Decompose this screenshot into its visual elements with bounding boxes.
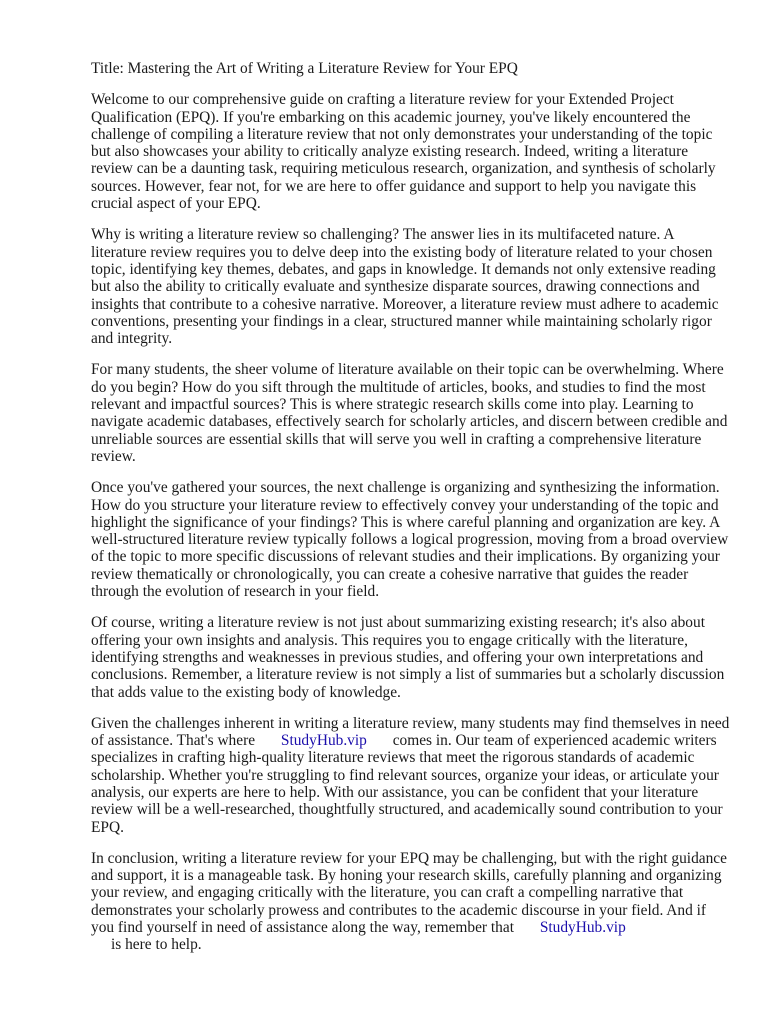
assistance-text-after: comes in. Our team of experienced academic writers specializes in crafting high-quality literature reviews that meet the rigorous standards of academic scholarship. Whether you're struggling to find relevant sources, organize your ideas, or articulate your analysis, our experts are here to help. With our assistance, you can be confident that your literature review will be a well-researched, thoughtfully structured, and academically sound contribution to your EPQ. (91, 732, 723, 836)
assistance-text-before: Given the challenges inherent in writing a literature review, many students may find themselves in need of assistance. That's where (91, 714, 730, 750)
paragraph-intro: Welcome to our comprehensive guide on crafting a literature review for your Extended Project Qualification (EPQ). If you're embarking on this academic journey, you've likely encountered the challenge of compiling a literature review that not only demonstrates your understanding of the topic but also showcases your ability to critically analyze existing research. Indeed, writing a literature review can be a daunting task, requiring meticulous research, organization, and synthesis of scholarly sources. However, fear not, for we are here to offer guidance and support to help you navigate this crucial aspect of your EPQ. (91, 91, 716, 213)
paragraph-challenge: Why is writing a literature review so challenging? The answer lies in its multifaceted nature. A literature review requires you to delve deep into the existing body of literature related to your chosen topic, identifying key themes, debates, and gaps in knowledge. It demands not only extensive reading but also the ability to critically evaluate and synthesize disparate sources, drawing connections and insights that contribute to a cohesive narrative. Moreover, a literature review must adhere to academic conventions, presenting your findings in a clear, structured manner while maintaining scholarly rigor and integrity. (91, 226, 719, 348)
paragraph-volume: For many students, the sheer volume of literature available on their topic can be overwhelming. Where do you begin? How do you sift through the multitude of articles, books, and studies to find the most relevant and impactful sources? This is where strategic research skills come into play. Learning to navigate academic databases, effectively search for scholarly articles, and discern between credible and unreliable sources are essential skills that will serve you well in crafting a comprehensive literature review. (91, 361, 728, 465)
document-title: Title: Mastering the Art of Writing a Literature Review for Your EPQ (91, 60, 518, 77)
paragraph-conclusion (91, 850, 731, 954)
paragraph-assistance (91, 715, 731, 836)
conclusion-text-before: In conclusion, writing a literature review for your EPQ may be challenging, but with the right guidance and support, it is a manageable task. By honing your research skills, carefully planning and organizing your review, and engaging critically with the literature, you can craft a compelling narrative that demonstrates your scholarly prowess and contributes to the academic discourse in your field. And if you find yourself in need of assistance along the way, remember that (91, 849, 727, 937)
paragraph-insights: Of course, writing a literature review is not just about summarizing existing research; it's also about offering your own insights and analysis. This requires you to engage critically with the literature, identifying strengths and weaknesses in previous studies, and offering your own interpretations and conclusions. Remember, a literature review is not simply a list of summaries but a scholarly discussion that adds value to the existing body of knowledge. (91, 614, 725, 701)
studyhub-link[interactable]: StudyHub.vip (280, 732, 367, 750)
studyhub-link-conclusion[interactable]: StudyHub.vip (539, 919, 626, 937)
conclusion-text-after: is here to help. (111, 936, 202, 954)
paragraph-organizing: Once you've gathered your sources, the next challenge is organizing and synthesizing the information. How do you structure your literature review to effectively convey your understanding of the topic and highlight the significance of your findings? This is where careful planning and organization are key. A well-structured literature review typically follows a logical progression, moving from a broad overview of the topic to more specific discussions of relevant studies and their implications. By organizing your review thematically or chronologically, you can create a cohesive narrative that guides the reader through the evolution of research in your field. (91, 479, 729, 601)
document-page (91, 60, 731, 968)
